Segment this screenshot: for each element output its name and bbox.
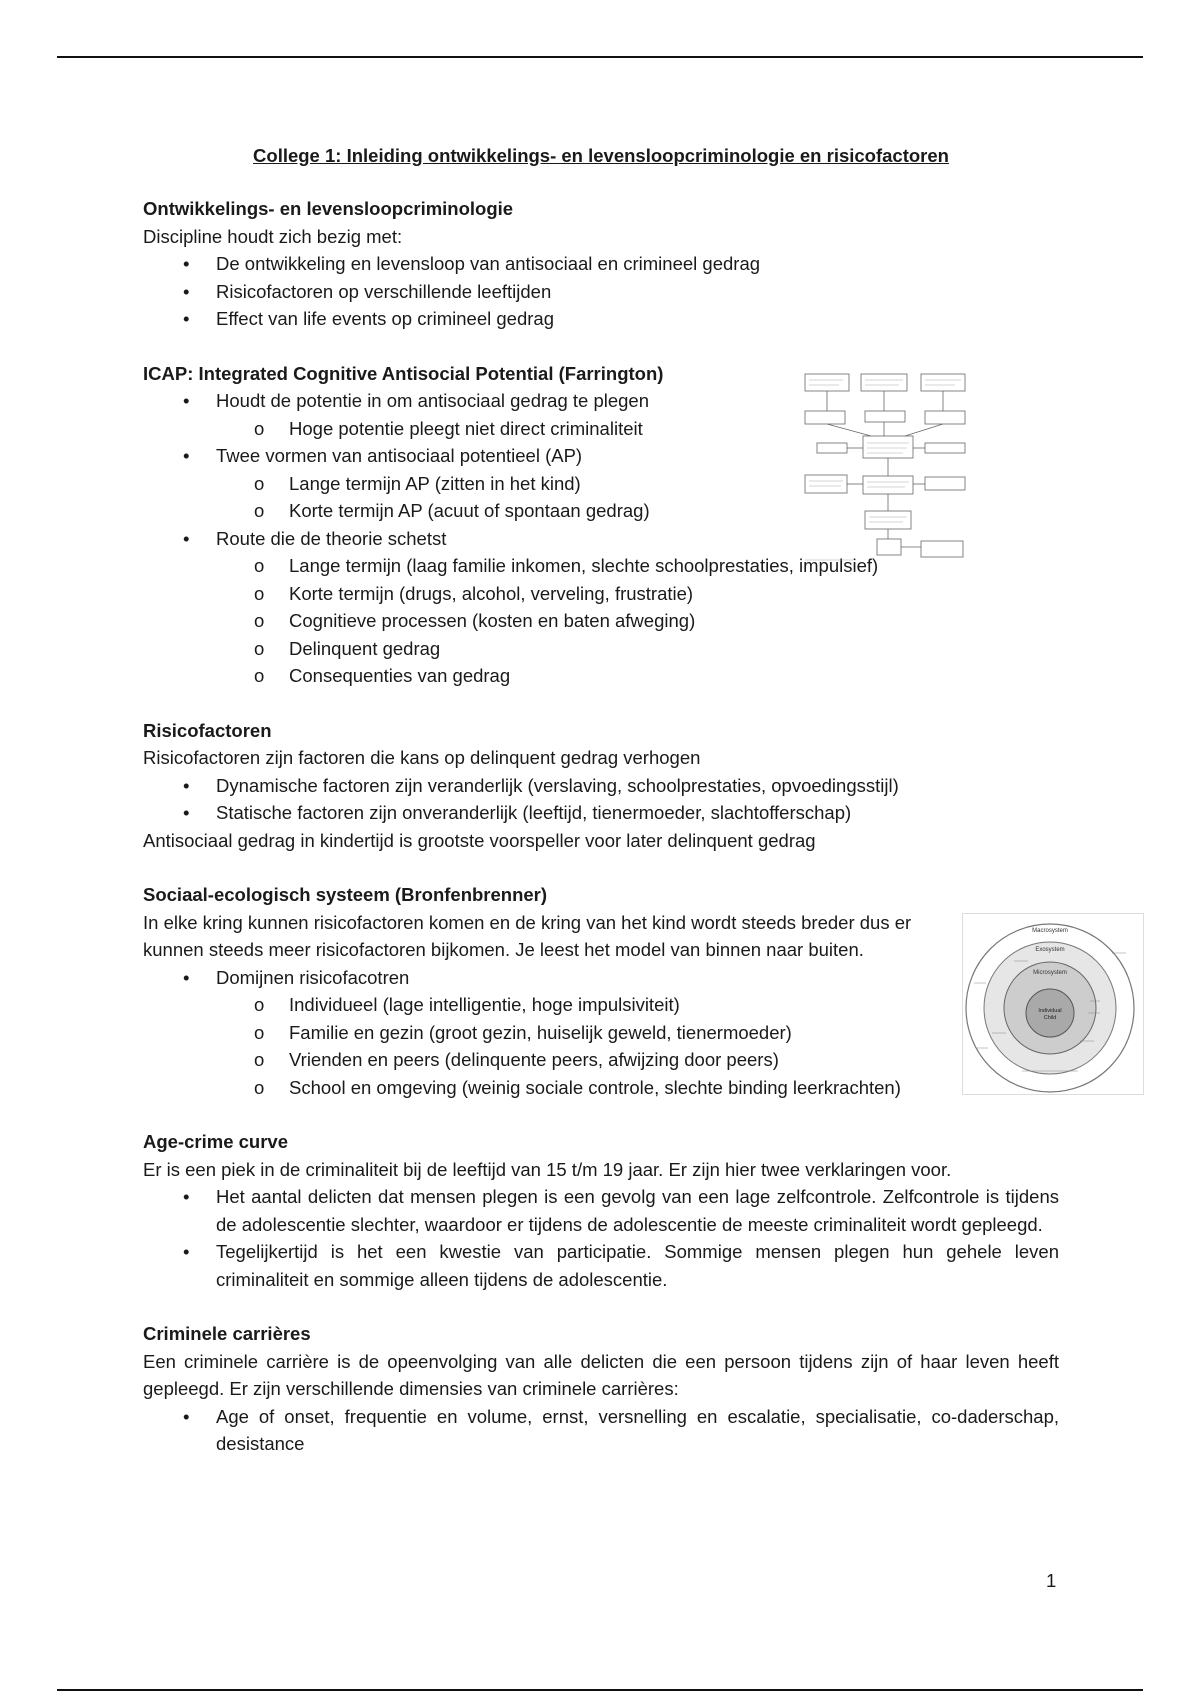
- section-title: Risicofactoren: [143, 719, 272, 741]
- diagram-box: [925, 477, 965, 490]
- sub-list-item: o Familie en gezin (groot gezin, huiselijk geweld, tienermoeder): [143, 1019, 1059, 1047]
- sub-list-item: o Korte termijn AP (acuut of spontaan gedrag): [143, 497, 1059, 525]
- list-item: • Age of onset, frequentie en volume, ernst, versnelling en escalatie, specialisatie, co-daderschap, desistance: [143, 1403, 1059, 1458]
- diagram-box: [805, 374, 849, 391]
- macrosystem-label: Macrosystem: [1032, 928, 1068, 934]
- diagram-box: [865, 411, 905, 422]
- diagram-box: [863, 436, 913, 458]
- diagram-box: [817, 443, 847, 453]
- sub-list-item: o School en omgeving (weinig sociale controle, slechte binding leerkrachten): [143, 1074, 1059, 1102]
- sub-list-item: o Hoge potentie pleegt niet direct criminaliteit: [143, 415, 1059, 443]
- list-item: • Risicofactoren op verschillende leeftijden: [143, 278, 1059, 306]
- diagram-box: [861, 374, 907, 391]
- section-title: Criminele carrières: [143, 1323, 311, 1344]
- list-item: • Het aantal delicten dat mensen plegen is een gevolg van een lage zelfcontrole. Zelfcontrole is tijdens de adolescentie slechter, waardoor er tijdens de adolescentie de meeste criminaliteit wordt gepleegd.: [143, 1183, 1059, 1238]
- section-title: Ontwikkelings- en levensloopcriminologie: [143, 198, 514, 219]
- list-item: • Statische factoren zijn onveranderlijk (leeftijd, tienermoeder, slachtofferschap): [143, 799, 1059, 827]
- diagram-box: [865, 511, 911, 529]
- list-item: • De ontwikkeling en levensloop van antisociaal en crimineel gedrag: [143, 250, 1059, 278]
- section-outro: Antisociaal gedrag in kindertijd is grootste voorspeller voor later delinquent gedrag: [143, 829, 816, 851]
- diagram-box: [925, 443, 965, 453]
- sub-list-item: o Consequenties van gedrag: [143, 662, 1059, 690]
- bullet-list: [143, 1403, 1059, 1458]
- list-item: • Dynamische factoren zijn veranderlijk (verslaving, schoolprestaties, opvoedingsstijl): [143, 772, 1059, 800]
- list-item: • Tegelijkertijd is het een kwestie van participatie. Sommige mensen plegen hun gehele leven criminaliteit en sommige alleen tijdens de adolescentie.: [143, 1238, 1059, 1293]
- individual-label: Individual: [1038, 1008, 1062, 1014]
- sub-list-item: o Lange termijn AP (zitten in het kind): [143, 470, 1059, 498]
- section-intro: In elke kring kunnen risicofactoren komen en de kring van het kind wordt steeds breder dus er kunnen steeds meer risicofactoren bijkomen. Je leest het model van binnen naar buiten.: [143, 911, 912, 960]
- section-title: Age-crime curve: [143, 1131, 288, 1152]
- diagram-box: [925, 411, 965, 424]
- bullet-list: [143, 250, 1059, 333]
- list-item: • Route die de theorie schetst: [143, 525, 1059, 553]
- diagram-box: [805, 411, 845, 424]
- microsystem-label: Microsystem: [1033, 970, 1067, 976]
- bullet-list: [143, 964, 1062, 1102]
- sub-list-item: o Delinquent gedrag: [143, 635, 1059, 663]
- list-item: • Effect van life events op crimineel gedrag: [143, 305, 1059, 333]
- document-body: [143, 142, 1062, 1485]
- sub-list-item: o Lange termijn (laag familie inkomen, slechte schoolprestaties, impulsief): [143, 552, 929, 580]
- bronfenbrenner-diagram-figure: [962, 913, 1144, 1095]
- sub-list-item: o Korte termijn (drugs, alcohol, verveling, frustratie): [143, 580, 1059, 608]
- sub-list-item: o Vrienden en peers (delinquente peers, afwijzing door peers): [143, 1046, 1059, 1074]
- section-risicofactoren: [143, 717, 1059, 855]
- section-ontwikkelings: [143, 195, 1059, 333]
- section-intro: Risicofactoren zijn factoren die kans op delinquent gedrag verhogen: [143, 747, 701, 768]
- section-title: Sociaal-ecologisch systeem (Bronfenbrenner): [143, 884, 548, 905]
- list-item: • Twee vormen van antisociaal potentieel (AP): [143, 442, 1059, 470]
- diagram-box: [805, 475, 847, 493]
- sub-list-item: o Individueel (lage intelligentie, hoge impulsiviteit): [143, 991, 1059, 1019]
- page-title: College 1: Inleiding ontwikkelings- en levensloopcriminologie en risicofactoren: [253, 145, 949, 166]
- list-item: • Houdt de potentie in om antisociaal gedrag te plegen: [143, 387, 1059, 415]
- section-intro: Er is een piek in de criminaliteit bij de leeftijd van 15 t/m 19 jaar. Er zijn hier twee verklaringen voor.: [143, 1158, 952, 1180]
- exosystem-label: Exosystem: [1035, 947, 1065, 953]
- section-criminele-carrieres: [143, 1320, 1059, 1458]
- header-rule: [57, 56, 1143, 58]
- icap-diagram-figure: [803, 371, 968, 561]
- diagram-box: [863, 476, 913, 494]
- bullet-list: [143, 1183, 1059, 1293]
- diagram-box: [877, 539, 901, 555]
- page-number: 1: [1046, 1570, 1057, 1591]
- child-label: Child: [1043, 1015, 1057, 1021]
- section-bronfenbrenner: [143, 881, 1062, 1101]
- section-age-crime: [143, 1128, 1059, 1293]
- diagram-box: [921, 374, 965, 391]
- list-item: • Domijnen risicofacotren: [143, 964, 1059, 992]
- footer-rule: [57, 1689, 1143, 1691]
- section-title: ICAP: Integrated Cognitive Antisocial Potential (Farrington): [143, 362, 664, 384]
- section-intro: Discipline houdt zich bezig met:: [143, 225, 403, 247]
- section-intro: Een criminele carrière is de opeenvolging van alle delicten die een persoon tijdens zijn of haar leven heeft gepleegd. Er zijn verschillende dimensies van criminele carrières:: [143, 1350, 1059, 1399]
- bullet-list: [143, 772, 1059, 827]
- diagram-box: [921, 541, 963, 557]
- sub-list-item: o Cognitieve processen (kosten en baten afweging): [143, 607, 1059, 635]
